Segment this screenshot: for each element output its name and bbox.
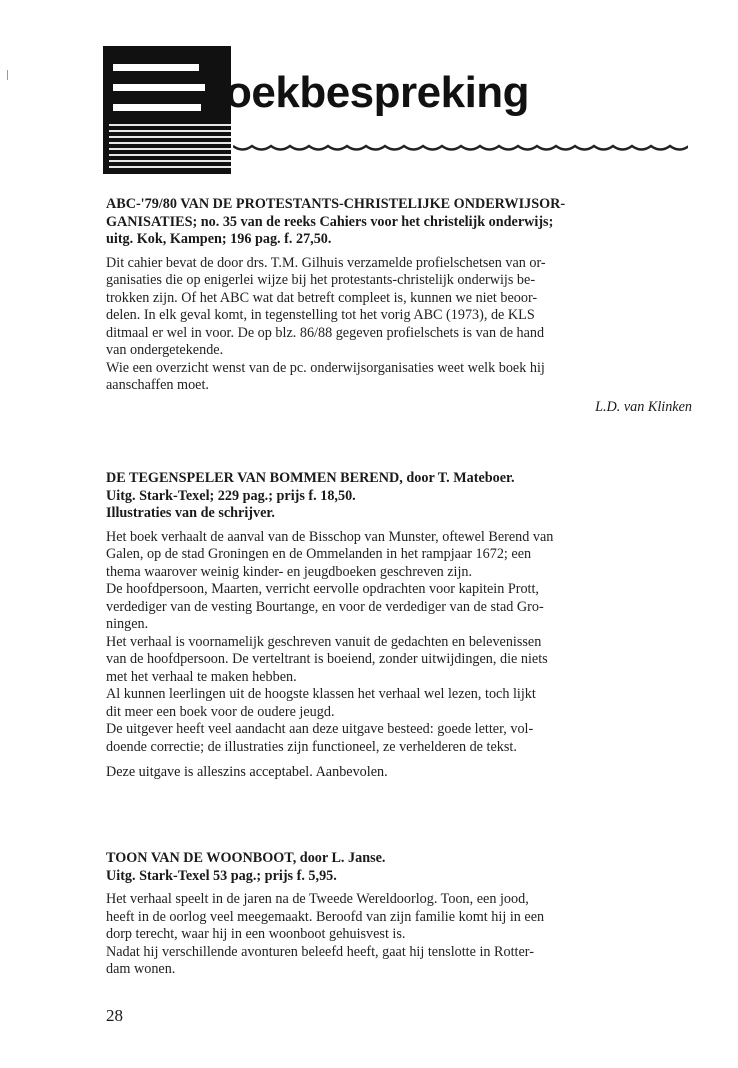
scan-margin-mark — [7, 70, 8, 80]
review-heading: ABC-'79/80 VAN DE PROTESTANTS-CHRISTELIJKE ONDERWIJSOR- GANISATIES; no. 35 van de reeks Cahiers voor het christelijk onderwijs; uitg. Kok, Kampen; 196 pag. f. 27,50. — [106, 196, 566, 247]
review-heading: DE TEGENSPELER VAN BOMMEN BEREND, door T. Mateboer. Uitg. Stark-Texel; 229 pag.; prijs f. 18,50. Illustraties van de schrijver. — [106, 470, 515, 521]
page-number: 28 — [106, 1006, 123, 1025]
review-toon — [106, 850, 698, 979]
review-tegenspeler — [106, 470, 698, 796]
review-body: Het verhaal speelt in de jaren na de Tweede Wereldoorlog. Toon, een jood, heeft in de oorlog veel meegemaakt. Beroofd van zijn familie komt hij in een dorp terecht, waar hij in een woonboot gehuisvest is. Nadat hij verschillende avonturen beleefd heeft, gaat hij tenslotte in Rotter- dam wonen. — [106, 891, 545, 977]
review-abc — [106, 196, 698, 416]
review-body: Dit cahier bevat de door drs. T.M. Gilhuis verzamelde profielschetsen van or- ganisaties die op enigerlei wijze bij het protestants-christelijk onderwijs be- trokken zijn. Of het ABC wat dat betreft compleet is, kunnen we niet beoor- delen. In elk geval komt, in tegenstelling tot het vorig ABC (1973), de KLS ditmaal er wel in voor. De op blz. 86/88 gegeven profielschets is van de hand van ondergetekende. Wie een overzicht wenst van de pc. onderwijsorganisaties weet welk boek hij aanschaffen moet. — [106, 254, 546, 393]
review-heading: TOON VAN DE WOONBOOT, door L. Janse. Uitg. Stark-Texel 53 pag.; prijs f. 5,95. — [106, 850, 386, 884]
review-closing: Deze uitgave is alleszins acceptabel. Aanbevolen. — [106, 764, 388, 780]
section-header — [103, 46, 703, 176]
section-title: oekbespreking — [225, 68, 530, 117]
review-signature: L.D. van Klinken — [595, 398, 692, 415]
review-body: Het boek verhaalt de aanval van de Bisschop van Munster, oftewel Berend van Galen, op de stad Groningen en de Ommelanden in het rampjaar 1672; een thema waarover weinig kinder- en jeugdboeken geschreven zijn. De hoofdpersoon, Maarten, verricht eervolle opdrachten voor kapitein Prott, verdediger van de vesting Bourtange, en voor de verdediger van de stad Gro- ningen. Het verhaal is voornamelijk geschreven vanuit de gedachten en belevenissen van de hoofdpersoon. De verteltrant is boeiend, zonder uitwijdingen, die niets met het verhaal te maken hebben. Al kunnen leerlingen uit de hoogste klassen het verhaal wel lezen, toch lijkt dit meer een boek voor de oudere jeugd. De uitgever heeft veel aandacht aan deze uitgave besteed: goede letter, vol- doende correctie; de illustraties zijn functioneel, ze verhelderen de tekst. — [106, 528, 554, 755]
wave-rule — [233, 142, 688, 156]
b-letter-logo — [103, 46, 231, 174]
